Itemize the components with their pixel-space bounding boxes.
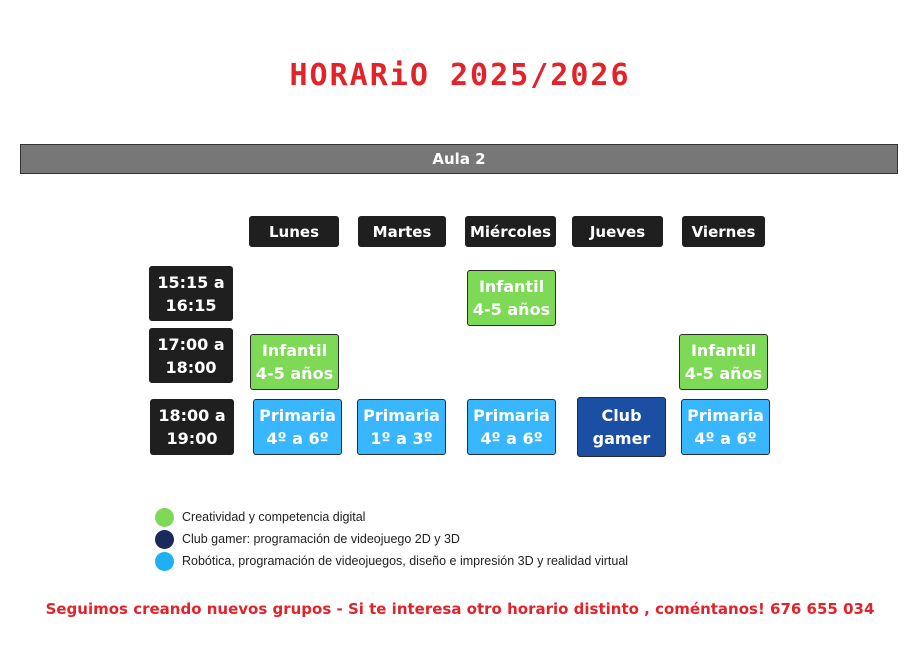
slot-lunes-1800 [253,399,342,455]
slot-line2: gamer [592,429,651,448]
day-header-lunes: Lunes [249,216,339,247]
slot-line1: Primaria [687,406,764,425]
slot-line2: 4º a 6º [266,429,329,448]
slot-viernes-1700 [679,334,768,390]
legend-item-creatividad [155,506,628,528]
room-label: Aula 2 [432,150,486,168]
time-end: 16:15 [165,295,217,315]
slot-martes-1800 [357,399,446,455]
time-label-1800 [150,399,234,455]
slot-line2: 4-5 años [472,300,551,319]
blue-dot-icon [155,552,174,571]
time-end: 19:00 [166,429,218,448]
legend-item-club-gamer [155,528,628,550]
legend-label: Club gamer: programación de videojuego 2D y 3D [182,532,460,546]
time-label-1700 [149,328,233,383]
slot-line2: 4-5 años [255,364,334,383]
legend-label: Creatividad y competencia digital [182,510,366,524]
time-start: 18:00 a [158,406,226,425]
room-header [20,144,898,174]
day-header-jueves: Jueves [572,216,663,247]
slot-line1: Infantil [261,341,328,360]
legend-item-robotica [155,550,628,572]
time-start: 15:15 a [157,272,225,292]
slot-line1: Infantil [690,341,757,360]
day-header-viernes: Viernes [682,216,765,247]
slot-lunes-1700 [250,334,339,390]
time-label-1515 [149,266,233,321]
slot-viernes-1800 [681,399,770,455]
slot-jueves-1800 [577,397,666,457]
footer-message: Seguimos creando nuevos grupos - Si te interesa otro horario distinto , coméntanos! 676 655 034 [45,600,875,618]
slot-line1: Primaria [363,406,440,425]
slot-line1: Club [601,406,642,425]
slot-line2: 1º a 3º [370,429,433,448]
slot-miercoles-1515 [467,270,556,326]
slot-line2: 4-5 años [684,364,763,383]
slot-line1: Primaria [259,406,336,425]
navy-dot-icon [155,530,174,549]
day-header-martes: Martes [358,216,446,247]
green-dot-icon [155,508,174,527]
slot-line2: 4º a 6º [480,429,543,448]
slot-line1: Primaria [473,406,550,425]
legend [155,506,628,572]
day-header-miercoles: Miércoles [465,216,556,247]
slot-line1: Infantil [478,277,545,296]
page-title: HORARiO 2025/2026 [289,58,631,93]
time-start: 17:00 a [157,334,225,354]
slot-line2: 4º a 6º [694,429,757,448]
legend-label: Robótica, programación de videojuegos, diseño e impresión 3D y realidad virtual [182,554,629,568]
slot-miercoles-1800 [467,399,556,455]
time-end: 18:00 [165,357,217,377]
